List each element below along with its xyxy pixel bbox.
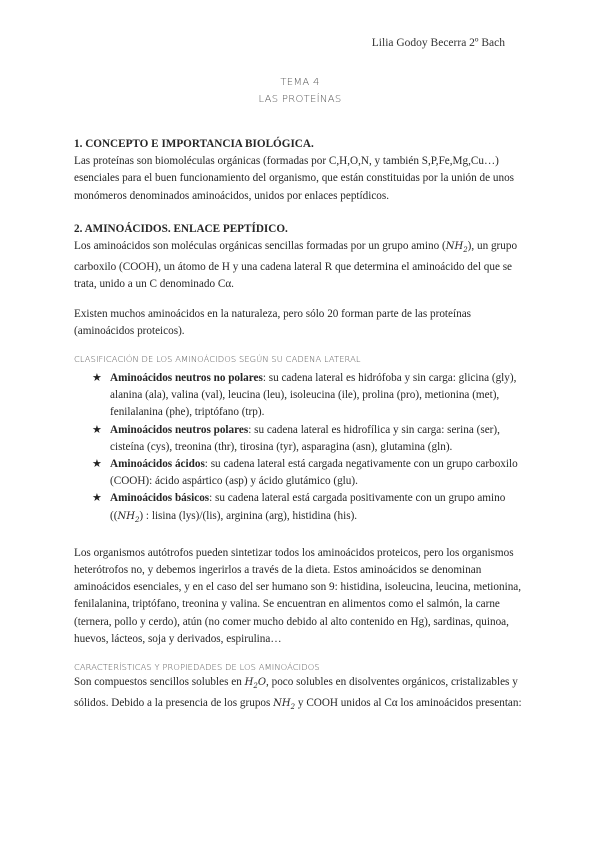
star-bullet-icon: ★ <box>92 492 102 505</box>
title-line-1: TEMA 4 <box>280 77 320 88</box>
list-item: ★ Aminoácidos básicos: su cadena lateral está cargada positivamente con un grupo amino ($(NH_2)$ : lisina (lys)/(lis), arginina (arg), histidina (his). <box>92 492 506 524</box>
classification-heading: CLASIFICACIÓN DE LOS AMINOÁCIDOS SEGÚN SU CADENA LATERAL <box>74 354 361 365</box>
section1-heading: 1. CONCEPTO E IMPORTANCIA BIOLÓGICA. <box>74 138 314 150</box>
section2-heading: 2. AMINOÁCIDOS. ENLACE PEPTÍDICO. <box>74 222 288 235</box>
list-item: ★ Aminoácidos neutros no polares: su cadena lateral es hidrófoba y sin carga: glicina (gly), alanina (ala), valina (val), leucina (leu), isoleucina (ile), prolina (pro), metionina (met), fenilalanina (phe), triptófano (trp). <box>92 372 517 419</box>
aminoacid-count-text: Existen muchos aminoácidos en la naturaleza, pero sólo 20 forman parte de las proteínas (aminoácidos proteicos). <box>74 307 472 337</box>
document-title <box>0 74 600 108</box>
essential-aminoacids-text: Los organismos autótrofos pueden sintetizar todos los aminoácidos proteicos, pero los organismos heterótrofos no, y debemos ingerirlos a través de la dieta. Estos aminoácidos se denominan aminoácidos esenciales, y en el caso del ser humano son 9: histidina, isoleucina, leucina, metionina, fenilalanina, triptófano, treonina y valina. Se encuentran en alimentos como el salmón, la carne (ternera, pollo y cerdo), atún (no comer mucho debido al alto contenido en Hg), sardinas, quinoa, huevos, lácteos, soja y derivados, espirulina… <box>74 546 522 645</box>
properties-text: Son compuestos sencillos solubles en $H_2O$, poco solubles en disolventes orgánicos, cristalizables y sólidos. Debido a la presencia de los grupos $NH_2$ y COOH unidos al Cα los aminoácidos presentan: <box>74 676 522 712</box>
star-bullet-icon: ★ <box>92 423 102 436</box>
author-header: Lilia Godoy Becerra 2º Bach <box>371 37 505 49</box>
star-bullet-icon: ★ <box>92 458 102 471</box>
classification-list <box>74 370 534 529</box>
section1-body: Las proteínas son biomoléculas orgánicas (formadas por C,H,O,N, y también S,P,Fe,Mg,Cu…) esenciales para el buen funcionamiento del organismo, que están constituidas por la unión de unos monómeros denominados aminoácidos, unidos por enlaces peptídicos. <box>74 155 515 202</box>
aminoacid-definition: Los aminoácidos son moléculas orgánicas sencillas formadas por un grupo amino $(NH_2)$, un grupo carboxilo (COOH), un átomo de H y una cadena lateral R que determina el aminoácido del que se trata, unido a un C denominado Cα. <box>74 240 518 291</box>
star-bullet-icon: ★ <box>92 372 102 385</box>
properties-heading: CARACTERÍSTICAS Y PROPIEDADES DE LOS AMINOÁCIDOS <box>74 662 320 673</box>
document-body <box>74 136 534 716</box>
list-item: ★ Aminoácidos ácidos: su cadena lateral está cargada negativamente con un grupo carboxilo (COOH): ácido aspártico (asp) y ácido glutámico (glu). <box>92 458 518 488</box>
title-line-2: LAS PROTEÍNAS <box>258 94 342 105</box>
list-item: ★ Aminoácidos neutros polares: su cadena lateral es hidrofílica y sin carga: serina (ser), cisteína (cys), treonina (thr), tirosina (tyr), asparagina (asn), glutamina (gln). <box>92 423 500 453</box>
